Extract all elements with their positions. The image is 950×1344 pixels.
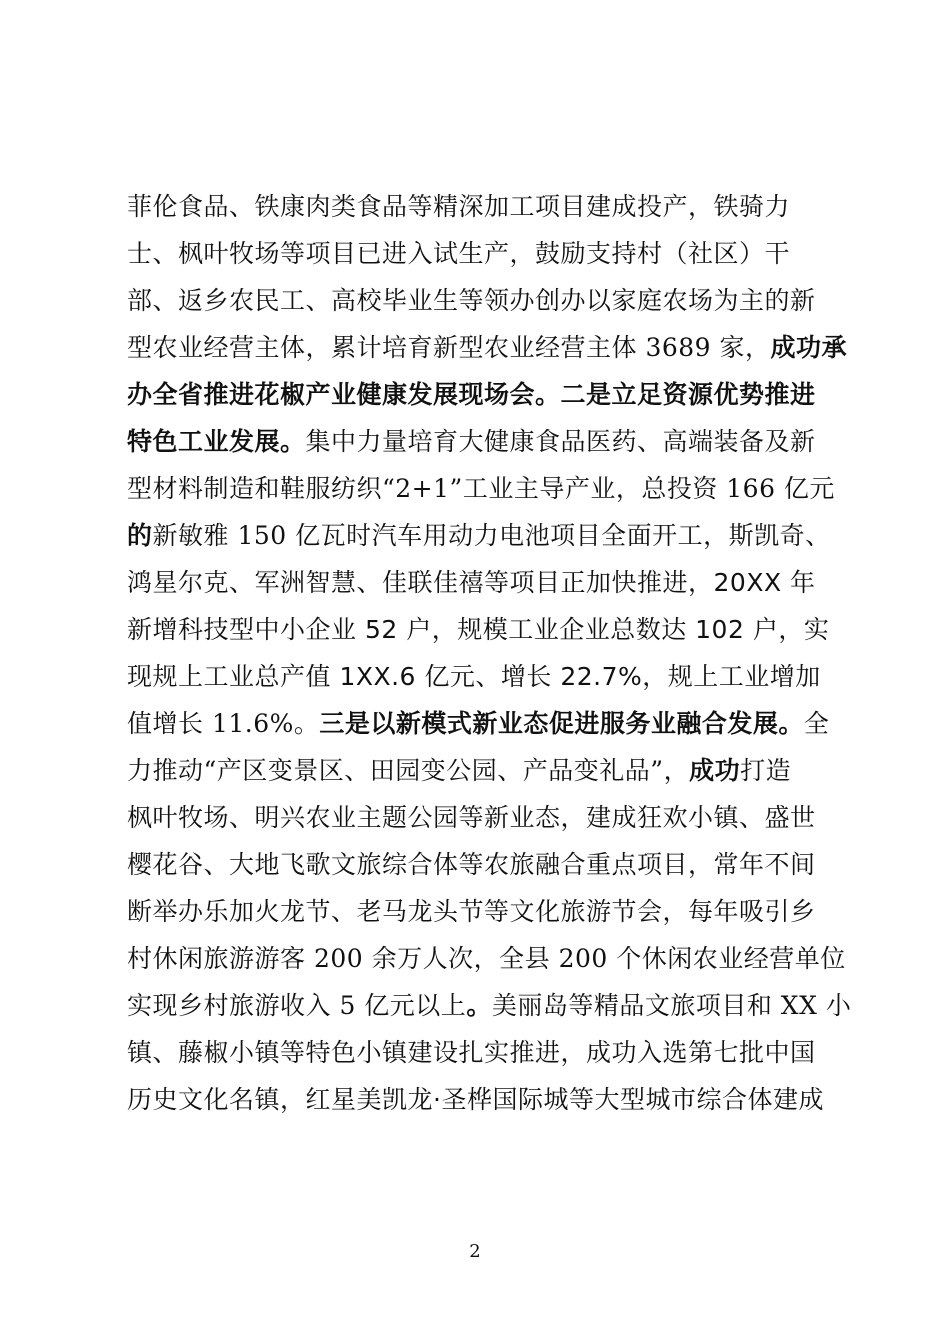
text-line [127,512,847,559]
text-segment: 200 余万人次，全县 200 个休闲农业经营单位 [305,944,846,973]
text-segment: 菲伦食品、铁康肉类食品等精深加工项目建成投产，铁骑力 [127,192,791,221]
text-segment: 村休闲旅游 [127,944,255,973]
text-segment: 部、返乡农民工、高校毕业生等领办创办以家庭农场为主的新 [127,286,816,315]
page-number: 2 [469,1241,481,1262]
text-segment: 型材料制造和鞋服纺织“2+1”工业主导产业，总投资 166 亿元 [127,474,835,503]
body-text [127,183,852,1123]
text-segment: 规上工业增加 [667,662,821,691]
text-segment: 的 [127,521,153,550]
text-line [127,183,847,230]
text-segment: 现规上工业总产值 1XX.6 亿元、增长 22.7%， [127,662,668,691]
text-segment: 镇、藤椒小镇等特色小镇建设扎实推进，成功入选第七批中国 [127,1038,816,1067]
text-segment: 成功 [689,756,741,785]
text-segment: 打造 [740,756,792,785]
text-segment: 樱花谷、大地飞歌文旅综合体等农旅融合重点项目，常年不间 [127,850,816,879]
text-line [127,794,847,841]
text-segment: 美丽岛等精品文旅项目和 XX 小 [491,991,852,1020]
text-segment: 游客 [254,944,306,973]
text-line [127,841,847,888]
text-segment: 值增长 [127,709,204,738]
text-line [127,1029,847,1076]
text-segment: 办全省推进花椒产业健康发展现场会。二是立足资源优势推进 [127,380,816,409]
text-segment: 力推动“产区变景区、田园变公园、产品变礼品”， [127,756,690,785]
text-segment: 断举办乐加火龙节、老马龙头节等文化旅游节会，每年吸引乡 [127,897,816,926]
text-segment: 三是以新模式新业态促进服务业融合发展。 [319,709,804,738]
text-segment: 特色工业发展。 [127,427,306,456]
text-segment: 新敏雅 150 亿瓦时汽车用动力电池项目全面开工， [152,521,729,550]
text-segment: 11.6%。 [203,709,320,738]
text-line [127,1076,847,1123]
text-line [127,418,847,465]
text-line [127,277,847,324]
text-segment: 士、枫叶牧场等项目已进入试生产， [127,239,536,268]
text-line [127,606,847,653]
text-segment: 鸿星尔克、军洲智慧、佳联佳禧等项目正加快推进， [127,568,714,597]
text-segment: 斯凯奇、 [728,521,831,550]
text-segment: 型农业经营主体，累计培育新型农业经营主体 3689 家， [127,333,771,362]
text-line [127,371,847,418]
text-line [127,653,847,700]
text-segment: 鼓励支持村（社区）干 [535,239,791,268]
text-line [127,230,847,277]
text-line [127,559,847,606]
text-segment: 实现乡村旅游收入 5 亿元以上 [127,991,467,1020]
text-segment: 集中力量培育大健康食品医药、高端装备及新 [305,427,816,456]
text-segment: 全 [803,709,830,738]
text-line [127,888,847,935]
text-segment: 红星美凯龙·圣桦国际城等大型城市综合体建成 [305,1085,824,1114]
text-segment: 历史文化名镇， [127,1085,306,1114]
text-segment: 枫叶牧场、明兴农业主题公园等新业态，建成狂欢小镇、盛世 [127,803,816,832]
text-line [127,747,847,794]
text-segment: 新增科技型中小企业 52 户，规模工业企业总数达 102 户，实 [127,615,830,644]
text-segment: 成功承 [770,333,848,362]
text-line [127,982,852,1029]
text-segment: 20XX 年 [713,568,816,597]
text-line [127,935,847,982]
text-line [127,700,847,747]
text-line [127,465,847,512]
text-line [127,324,847,371]
text-segment: 。 [466,991,492,1020]
